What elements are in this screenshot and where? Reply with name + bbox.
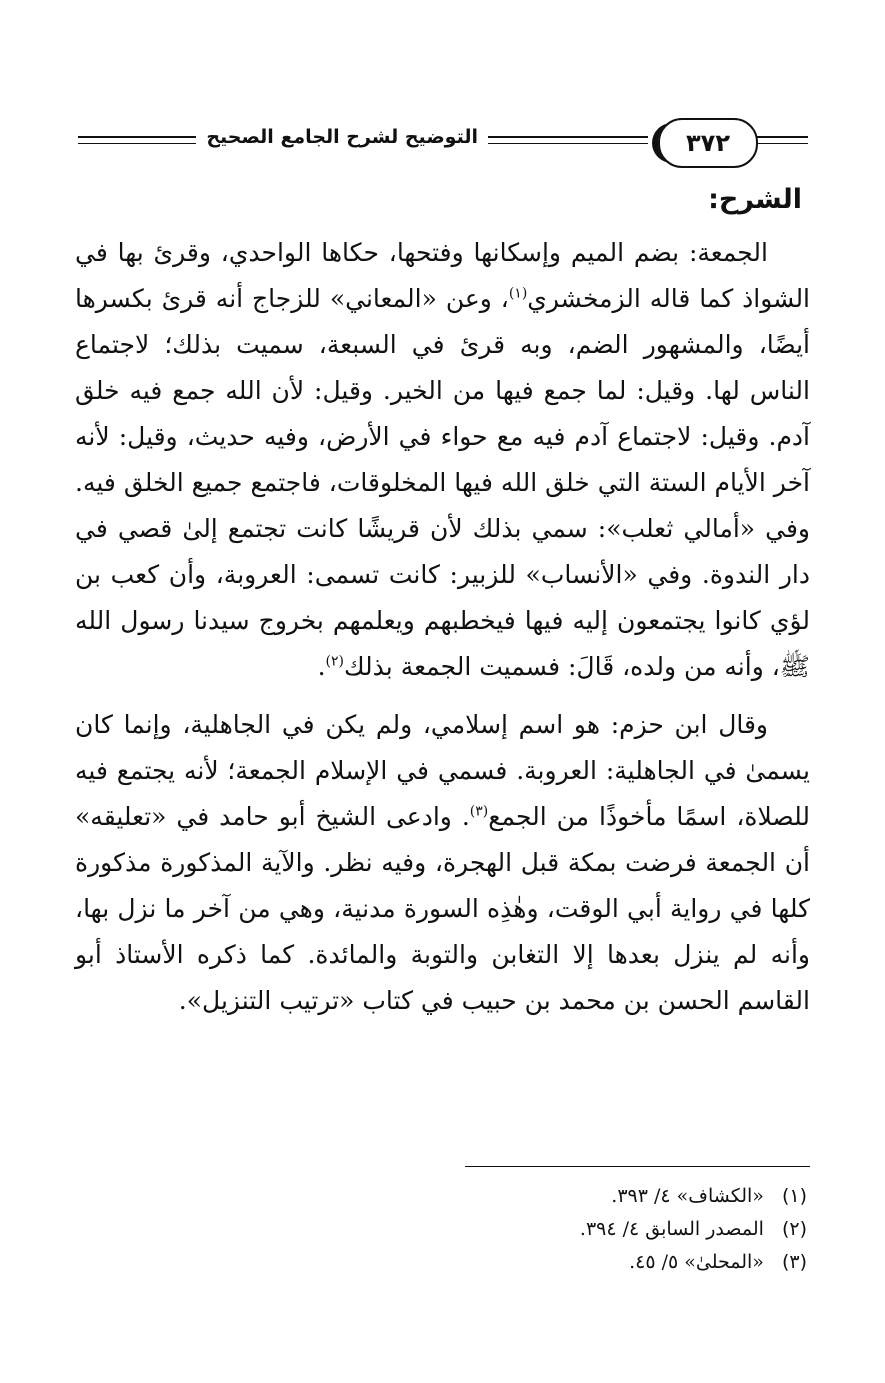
paragraph-text: وقال ابن حزم: هو اسم إسلامي، ولم يكن في الجاهلية، وإنما كان يسمىٰ في الجاهلية: العروبة. فسمي في الإسلام الجمعة؛ لأنه يجتمع فيه للصلاة، اسمًا مأخوذًا من الجمع [75,710,810,831]
footnotes [307,1180,807,1279]
paragraph-2 [75,702,810,1024]
footnote [307,1213,807,1246]
running-title: التوضيح لشرح الجامع الصحيح [196,126,488,148]
footnote-text: المصدر السابق ٤/ ٣٩٤. [579,1218,764,1240]
paragraph-text: ، وعن «المعاني» للزجاج أنه قرئ بكسرها أيضًا، والمشهور الضم، وبه قرئ في السبعة، سميت بذلك؛ لاجتماع الناس لها. وقيل: لما جمع فيها من الخير. وقيل: لأن الله جمع فيه خلق آدم. وقيل: لاجتماع آدم فيه مع حواء في الأرض، وفيه حديث، وقيل: لأنه آخر الأيام الستة التي خلق الله فيها المخلوقات، فاجتمع جميع الخلق فيه. وفي «أمالي ثعلب»: سمي بذلك لأن قريشًا كانت تجتمع إلىٰ قصي في دار الندوة. وفي «الأنساب» للزبير: كانت تسمى: العروبة، وأن كعب بن لؤي كانوا يجتمعون إليه فيها فيخطبهم ويعلمهم بخروج سيدنا رسول الله ﷺ، وأنه من ولده، قَالَ: فسميت الجمعة بذلك [75,284,810,681]
footnote-text: «الكشاف» ٤/ ٣٩٣. [611,1185,764,1207]
page-header [78,118,808,166]
footnote [307,1180,807,1213]
main-text [75,178,810,1024]
footnote-ref: (٣) [469,803,489,820]
footnote-ref: (١) [508,285,528,302]
footnote-text: «المحلىٰ» ٥/ ٤٥. [629,1251,764,1273]
page-number: ٣٧٢ [658,118,758,168]
footnote-ref: (٢) [325,653,344,670]
footnote-number: (٢) [781,1218,807,1240]
paragraph-text: . [317,652,326,681]
paragraph-1 [75,230,810,690]
paragraph-text: الجمعة: بضم الميم وإسكانها وفتحها، حكاها الواحدي، وقرئ بها في الشواذ كما قاله الزمخشري [75,238,811,313]
footnote-number: (١) [781,1185,807,1207]
section-heading: الشرح: [708,184,802,215]
footnote-separator [465,1166,810,1167]
footnote [307,1246,807,1279]
footnote-number: (٣) [781,1251,807,1273]
paragraph-text: . وادعى الشيخ أبو حامد في «تعليقه» أن الجمعة فرضت بمكة قبل الهجرة، وفيه نظر. والآية المذكورة مذكورة كلها في رواية أبي الوقت، وهٰذِه السورة مدنية، وهي من آخر ما نزل بها، وأنه لم ينزل بعدها إلا التغابن والتوبة والمائدة. كما ذكره الأستاذ أبو القاسم الحسن بن محمد بن حبيب في كتاب «ترتيب التنزيل». [75,802,810,1015]
